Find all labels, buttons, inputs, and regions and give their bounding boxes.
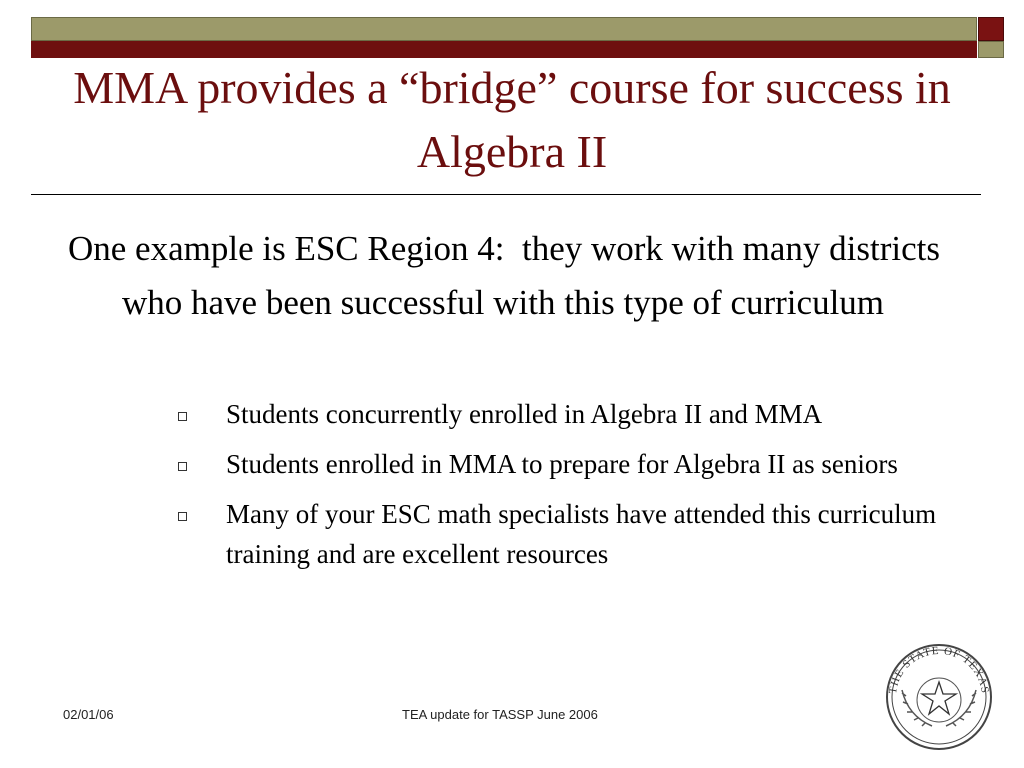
seal-text: THE STATE OF TEXAS [887, 644, 991, 695]
bullet-item [170, 494, 980, 574]
hollow-square-bullet-icon [178, 462, 187, 471]
header-olive-bar [31, 17, 977, 41]
title-divider [31, 194, 981, 195]
header-maroon-square [978, 17, 1004, 41]
main-point: One example is ESC Region 4: they work with many districts who have been successful with this type of curriculum [68, 229, 940, 322]
hollow-square-bullet-icon [178, 512, 187, 521]
texas-state-seal-icon [882, 640, 996, 750]
hollow-square-bullet-icon [178, 412, 187, 421]
bullet-text: Students enrolled in MMA to prepare for Algebra II as seniors [226, 449, 898, 479]
bullet-list [170, 394, 980, 584]
bullet-text: Many of your ESC math specialists have attended this curriculum training and are excellent resources [226, 499, 937, 569]
footer-date: 02/01/06 [63, 707, 114, 722]
bullet-text: Students concurrently enrolled in Algebra II and MMA [226, 399, 823, 429]
bullet-item [170, 444, 980, 484]
slide-title: MMA provides a “bridge” course for success in Algebra II [73, 62, 951, 177]
bullet-item [170, 394, 980, 434]
footer-title: TEA update for TASSP June 2006 [402, 707, 598, 722]
